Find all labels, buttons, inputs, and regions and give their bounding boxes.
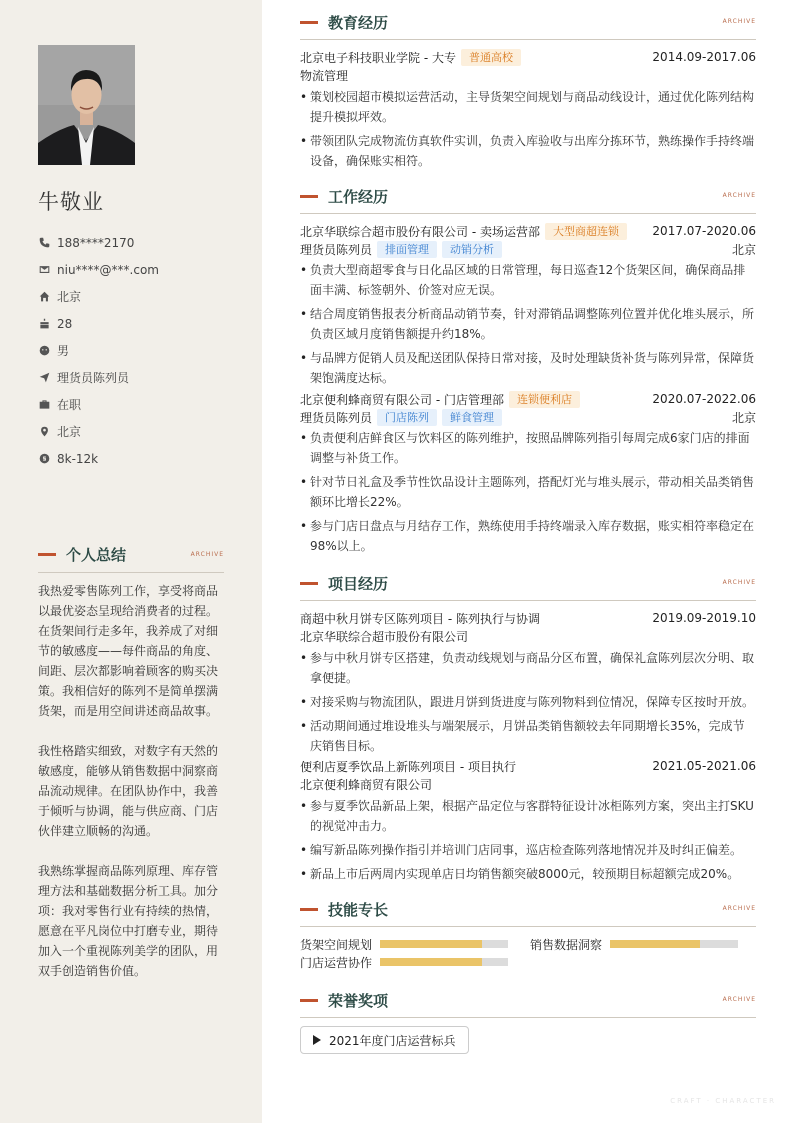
project-date: 2019.09-2019.10 xyxy=(652,611,756,625)
project-bullets xyxy=(300,648,756,756)
job-header-row xyxy=(300,390,756,408)
section-tag: ARCHIVE xyxy=(722,579,756,586)
job-city: 北京 xyxy=(731,242,756,257)
skills-title: 技能专长 xyxy=(328,901,389,919)
job-entry xyxy=(300,390,756,556)
summary-text xyxy=(38,581,222,1001)
project-header-row xyxy=(300,757,756,775)
summary-title: 个人总结 xyxy=(66,546,127,564)
position-text: 理货员陈列员 xyxy=(57,371,130,385)
project-name: 便利店夏季饮品上新陈列项目 - 项目执行 xyxy=(300,759,516,774)
list-item: • 活动期间通过堆设堆头与端架展示，月饼品类销售额较去年同期增长35%，完成节庆销售目标。 xyxy=(300,716,756,756)
phone-text: 188****2170 xyxy=(57,235,135,250)
skill-level-bar xyxy=(380,940,508,948)
award-label: 2021年度门店运营标兵 xyxy=(329,1033,456,1048)
status-text: 在职 xyxy=(57,398,82,412)
candidate-name: 牛敬业 xyxy=(38,190,104,214)
list-item: • 新品上市后两周内实现单店日均销售额突破8000元，较预期目标超额完成20%。 xyxy=(300,864,756,884)
watermark: CRAFT · CHARACTER xyxy=(670,1097,776,1105)
list-item: • 参与夏季饮品新品上架，根据产品定位与客群特征设计冰柜陈列方案，突出主打SKU的视觉冲击力。 xyxy=(300,796,756,836)
section-tag: ARCHIVE xyxy=(722,18,756,25)
home-icon xyxy=(38,291,50,303)
gender-icon xyxy=(38,345,50,357)
list-item: • 负责大型商超零食与日化品区域的日常管理，每日巡查12个货架区间，确保商品排面丰满、标签朝外、价签对应无误。 xyxy=(300,260,756,300)
salary-text: 8k-12k xyxy=(57,451,99,466)
info-position xyxy=(38,364,238,391)
education-date: 2014.09-2017.06 xyxy=(652,50,756,64)
skill-name: 门店运营协作 xyxy=(300,955,373,970)
job-city: 北京 xyxy=(731,410,756,425)
info-salary xyxy=(38,445,238,472)
job-entry xyxy=(300,222,756,388)
education-section-header xyxy=(300,10,756,40)
section-tag: ARCHIVE xyxy=(190,551,224,558)
job-role-row xyxy=(300,240,756,258)
job-header-row xyxy=(300,222,756,240)
award-item[interactable] xyxy=(300,1026,469,1054)
play-triangle-icon xyxy=(313,1035,321,1045)
info-location xyxy=(38,418,238,445)
section-tag: ARCHIVE xyxy=(722,905,756,912)
info-home xyxy=(38,283,238,310)
job-date: 2017.07-2020.06 xyxy=(652,224,756,238)
job-bullets xyxy=(300,260,756,388)
email-text: niu****@***.com xyxy=(57,262,159,277)
skill-name: 销售数据洞察 xyxy=(530,937,603,952)
section-accent-bar xyxy=(300,999,318,1002)
school-name: 北京电子科技职业学院 - 大专 xyxy=(300,50,456,65)
section-accent-bar xyxy=(300,195,318,198)
section-accent-bar xyxy=(38,553,56,556)
skill-name: 货架空间规划 xyxy=(300,937,373,952)
section-tag: ARCHIVE xyxy=(722,996,756,1003)
skill-tag: 排面管理 xyxy=(377,241,437,258)
info-email xyxy=(38,256,238,283)
info-phone xyxy=(38,229,238,256)
project-entry xyxy=(300,757,756,884)
profile-photo xyxy=(38,45,135,165)
home-text: 北京 xyxy=(57,290,82,304)
projects-section-header xyxy=(300,571,756,601)
skill-tag: 鲜食管理 xyxy=(442,409,502,426)
awards-section-header xyxy=(300,988,756,1018)
company-type-badge: 大型商超连锁 xyxy=(545,223,627,240)
company-type-badge: 连锁便利店 xyxy=(509,391,580,408)
school-type-badge: 普通高校 xyxy=(461,49,521,66)
info-age xyxy=(38,310,238,337)
list-item: • 带领团队完成物流仿真软件实训，负责入库验收与出库分拣环节，熟练操作手持终端设备，确保账实相符。 xyxy=(300,131,756,171)
job-role: 理货员陈列员 xyxy=(300,242,373,257)
project-bullets xyxy=(300,796,756,884)
skill-item xyxy=(300,935,508,953)
summary-section-header xyxy=(38,543,224,573)
skills-section-header xyxy=(300,897,756,927)
list-item: • 与品牌方促销人员及配送团队保持日常对接，及时处理缺货补货与陈列异常，保障货架饱满度达标。 xyxy=(300,348,756,388)
company-name: 北京便利蜂商贸有限公司 - 门店管理部 xyxy=(300,392,504,407)
skill-tag: 门店陈列 xyxy=(377,409,437,426)
project-header-row xyxy=(300,609,756,627)
age-text: 28 xyxy=(57,316,73,331)
projects-title: 项目经历 xyxy=(328,575,389,593)
info-status xyxy=(38,391,238,418)
info-gender xyxy=(38,337,238,364)
skill-level-fill xyxy=(380,940,482,948)
list-item: • 对接采购与物流团队，跟进月饼到货进度与陈列物料到位情况，保障专区按时开放。 xyxy=(300,692,756,712)
location-icon xyxy=(38,426,50,438)
skill-item xyxy=(530,935,738,953)
education-bullets xyxy=(300,87,756,171)
job-bullets xyxy=(300,428,756,556)
section-accent-bar xyxy=(300,582,318,585)
education-title: 教育经历 xyxy=(328,14,389,32)
project-date: 2021.05-2021.06 xyxy=(652,759,756,773)
list-item: • 策划校园超市模拟运营活动，主导货架空间规划与商品动线设计，通过优化陈列结构提升模拟坪效。 xyxy=(300,87,756,127)
summary-paragraph: 我熟练掌握商品陈列原理、库存管理方法和基础数据分析工具。加分项：我对零售行业有持续的热情，愿意在平凡岗位中打磨专业，期待加入一个重视陈列美学的团队，用双手创造销售价值。 xyxy=(38,864,219,978)
section-accent-bar xyxy=(300,908,318,911)
project-entry xyxy=(300,609,756,756)
list-item: • 针对节日礼盒及季节性饮品设计主题陈列，搭配灯光与堆头展示，带动相关品类销售额环比增长22%。 xyxy=(300,472,756,512)
cake-icon xyxy=(38,318,50,330)
awards-title: 荣誉奖项 xyxy=(328,992,389,1010)
sidebar xyxy=(0,0,262,1123)
education-entry xyxy=(300,48,756,171)
skill-level-bar xyxy=(610,940,738,948)
job-role: 理货员陈列员 xyxy=(300,410,373,425)
briefcase-icon xyxy=(38,399,50,411)
skill-item xyxy=(300,953,508,971)
list-item: • 参与门店日盘点与月结存工作，熟练使用手持终端录入库存数据，账实相符率稳定在98%以上。 xyxy=(300,516,756,556)
send-icon xyxy=(38,372,50,384)
skill-level-fill xyxy=(380,958,482,966)
mail-icon xyxy=(38,264,50,276)
phone-icon xyxy=(38,237,50,249)
skill-level-fill xyxy=(610,940,700,948)
contact-info-list xyxy=(38,229,238,472)
job-role-row xyxy=(300,408,756,426)
major: 物流管理 xyxy=(300,69,349,83)
project-org: 北京华联综合超市股份有限公司 xyxy=(300,630,469,644)
company-name: 北京华联综合超市股份有限公司 - 卖场运营部 xyxy=(300,224,540,239)
skill-tag: 动销分析 xyxy=(442,241,502,258)
work-section-header xyxy=(300,184,756,214)
section-accent-bar xyxy=(300,21,318,24)
project-org: 北京便利蜂商贸有限公司 xyxy=(300,778,433,792)
gender-text: 男 xyxy=(57,344,70,358)
list-item: • 结合周度销售报表分析商品动销节奏，针对滞销品调整陈列位置并优化堆头展示，所负责区域月度销售额提升约18%。 xyxy=(300,304,756,344)
education-header-row xyxy=(300,48,756,66)
skill-level-bar xyxy=(380,958,508,966)
section-tag: ARCHIVE xyxy=(722,192,756,199)
list-item: • 负责便利店鲜食区与饮料区的陈列维护，按照品牌陈列指引每周完成6家门店的排面调整与补货工作。 xyxy=(300,428,756,468)
job-date: 2020.07-2022.06 xyxy=(652,392,756,406)
work-title: 工作经历 xyxy=(328,188,389,206)
summary-paragraph: 我热爱零售陈列工作，享受将商品以最优姿态呈现给消费者的过程。在货架间行走多年，我养成了对细节的敏感度——每件商品的角度、间距、层次都影响着顾客的购买决策。我相信好的陈列不是简单摆满货架，而是用空间讲述商品故事。 xyxy=(38,584,219,718)
salary-icon xyxy=(38,453,50,465)
summary-paragraph: 我性格踏实细致，对数字有天然的敏感度，能够从销售数据中洞察商品流动规律。在团队协作中，我善于倾听与协调，能与供应商、门店伙伴建立顺畅的沟通。 xyxy=(38,744,219,838)
list-item: • 参与中秋月饼专区搭建，负责动线规划与商品分区布置，确保礼盒陈列层次分明、取拿便捷。 xyxy=(300,648,756,688)
project-name: 商超中秋月饼专区陈列项目 - 陈列执行与协调 xyxy=(300,611,540,626)
location-text: 北京 xyxy=(57,425,82,439)
list-item: • 编写新品陈列操作指引并培训门店同事，巡店检查陈列落地情况并及时纠正偏差。 xyxy=(300,840,756,860)
